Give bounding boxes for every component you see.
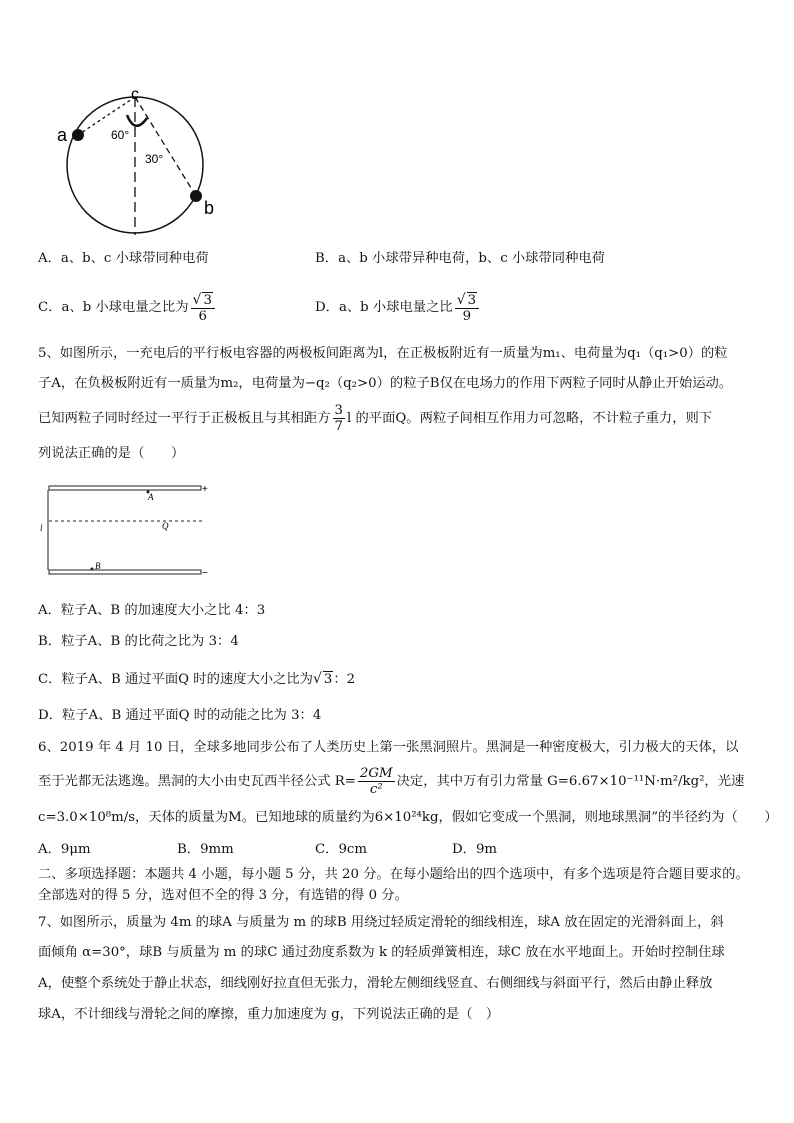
q5-line-4: 列说法正确的是（ ） (38, 446, 185, 461)
q5-option-a: A．粒子A、B 的加速度大小之比 4：3 (38, 603, 266, 618)
q7-line-2: 面倾角 α=30°，球B 与质量为 m 的球C 通过劲度系数为 k 的轻质弹簧相连，球C 放在水平地面上。开始时控制住球 (38, 945, 725, 960)
q4-option-d-text: D．a、b 小球电量之比 (315, 300, 453, 315)
q4-option-d (315, 289, 481, 327)
q5-fraction-denominator: 7 (334, 419, 343, 434)
particle-b (91, 568, 94, 571)
capacitor-figure (38, 478, 213, 583)
q4-option-d-radicand: 3 (467, 292, 477, 308)
q5-fraction-numerator: 3 (334, 403, 343, 418)
q5-option-b: B．粒子A、B 的比荷之比为 3：4 (38, 634, 239, 649)
q4-option-c-text: C．a、b 小球电量之比为 (38, 300, 189, 315)
q5-line-1: 5、如图所示，一充电后的平行板电容器的两极板间距离为l，在正极板附近有一质量为m₁、电荷量为q₁（q₁>0）的粒 (38, 346, 728, 361)
label-b: b (204, 198, 215, 218)
q4-option-d-denominator: 9 (462, 308, 472, 324)
angle-arc (127, 115, 147, 126)
label-plane-q: Q (162, 521, 169, 531)
q6-fraction (358, 766, 395, 797)
q5-fraction (333, 403, 345, 434)
q4-option-c-fraction: $\frac{√ 3}{6}$ (191, 292, 215, 324)
label-c: c (131, 86, 139, 103)
label-a: a (57, 125, 68, 145)
q5-line-3-text-b: l 的平面Q。两粒子间相互作用力可忽略，不计粒子重力，则下 (347, 411, 713, 426)
label-60deg: 60° (111, 128, 130, 142)
q5-line-2: 子A，在负极板附近有一质量为m₂，电荷量为−q₂（q₂>0）的粒子B仅在电场力的作用下两粒子同时从静止开始运动。 (38, 376, 733, 391)
section-2-scoring: 全部选对的得 5 分，选对但不全的得 3 分，有选错的得 0 分。 (38, 888, 408, 903)
q6-option-c: C．9cm (315, 842, 367, 857)
q5-option-d: D．粒子A、B 通过平面Q 时的动能之比为 3：4 (38, 708, 322, 723)
q4-option-c (38, 289, 217, 327)
circle-charges-figure (55, 85, 230, 250)
ball-a (72, 129, 84, 141)
section-2-heading: 二、多项选择题：本题共 4 小题，每小题 5 分，共 20 分。在每小题给出的四个选项中，有多个选项是符合题目要求的。 (38, 867, 749, 882)
negative-plate (49, 570, 201, 574)
q6-fraction-denominator: c² (369, 782, 383, 797)
q5-option-c-text-b: ：2 (333, 672, 356, 687)
q6-line-2-text-a: 至于光都无法逃逸。黑洞的大小由史瓦西半径公式 R= (38, 774, 356, 789)
q6-option-d: D．9m (452, 842, 498, 857)
q7-line-4: 球A，不计细线与滑轮之间的摩擦，重力加速度为 g，下列说法正确的是（ ） (38, 1007, 500, 1022)
q6-fraction-numerator: 2GM (359, 766, 393, 781)
q4-option-c-denominator: 6 (198, 308, 207, 324)
q6-line-2-text-b: 决定，其中万有引力常量 G=6.67×10⁻¹¹N·m²/kg²，光速 (396, 774, 745, 789)
q7-line-1: 7、如图所示，质量为 4m 的球A 与质量为 m 的球B 用绕过轻质定滑轮的细线相连，球A 放在固定的光滑斜面上，斜 (38, 915, 724, 930)
q6-line-2 (38, 763, 744, 801)
q5-option-c-text-a: C．粒子A、B 通过平面Q 时的速度大小之比为 (38, 672, 313, 687)
q7-line-3: A，使整个系统处于静止状态，细线刚好拉直但无张力，滑轮左侧细线竖直、右侧细线与斜面平行，然后由静止释放 (38, 976, 713, 991)
label-distance-l: l (40, 523, 43, 533)
label-particle-b: B (95, 561, 101, 571)
q6-line-1: 6、2019 年 4 月 10 日，全球多地同步公布了人类历史上第一张黑洞照片。黑洞是一种密度极大，引力极大的天体，以 (38, 740, 739, 755)
label-minus: − (202, 568, 208, 579)
line-cb (135, 97, 196, 196)
label-plus: + (202, 484, 208, 495)
q5-option-c-radicand: 3 (323, 672, 333, 687)
q4-option-c-radicand: 3 (203, 292, 212, 308)
q4-option-d-fraction: $\frac{√ 3}{9}$ (455, 292, 479, 324)
positive-plate (49, 486, 201, 490)
q5-line-3 (38, 401, 712, 437)
q5-option-c: C．粒子A、B 通过平面Q 时的速度大小之比为√ 3：2 (38, 671, 356, 687)
q5-line-3-text-a: 已知两粒子同时经过一平行于正极板且与其相距方 (38, 411, 331, 426)
label-particle-a: A (148, 492, 154, 502)
label-30deg: 30° (145, 152, 164, 166)
q6-option-a: A．9μm (38, 842, 91, 857)
q4-option-b: B．a、b 小球带异种电荷，b、c 小球带同种电荷 (315, 251, 605, 266)
q4-option-a: A．a、b、c 小球带同种电荷 (38, 251, 209, 266)
q6-line-3: c=3.0×10⁸m/s，天体的质量为M。已知地球的质量约为6×10²⁴kg，假如它变成一个黑洞，则地球黑洞”的半径约为（ ） (38, 810, 778, 825)
q6-option-b: B．9mm (177, 842, 234, 857)
ball-b (190, 190, 202, 202)
